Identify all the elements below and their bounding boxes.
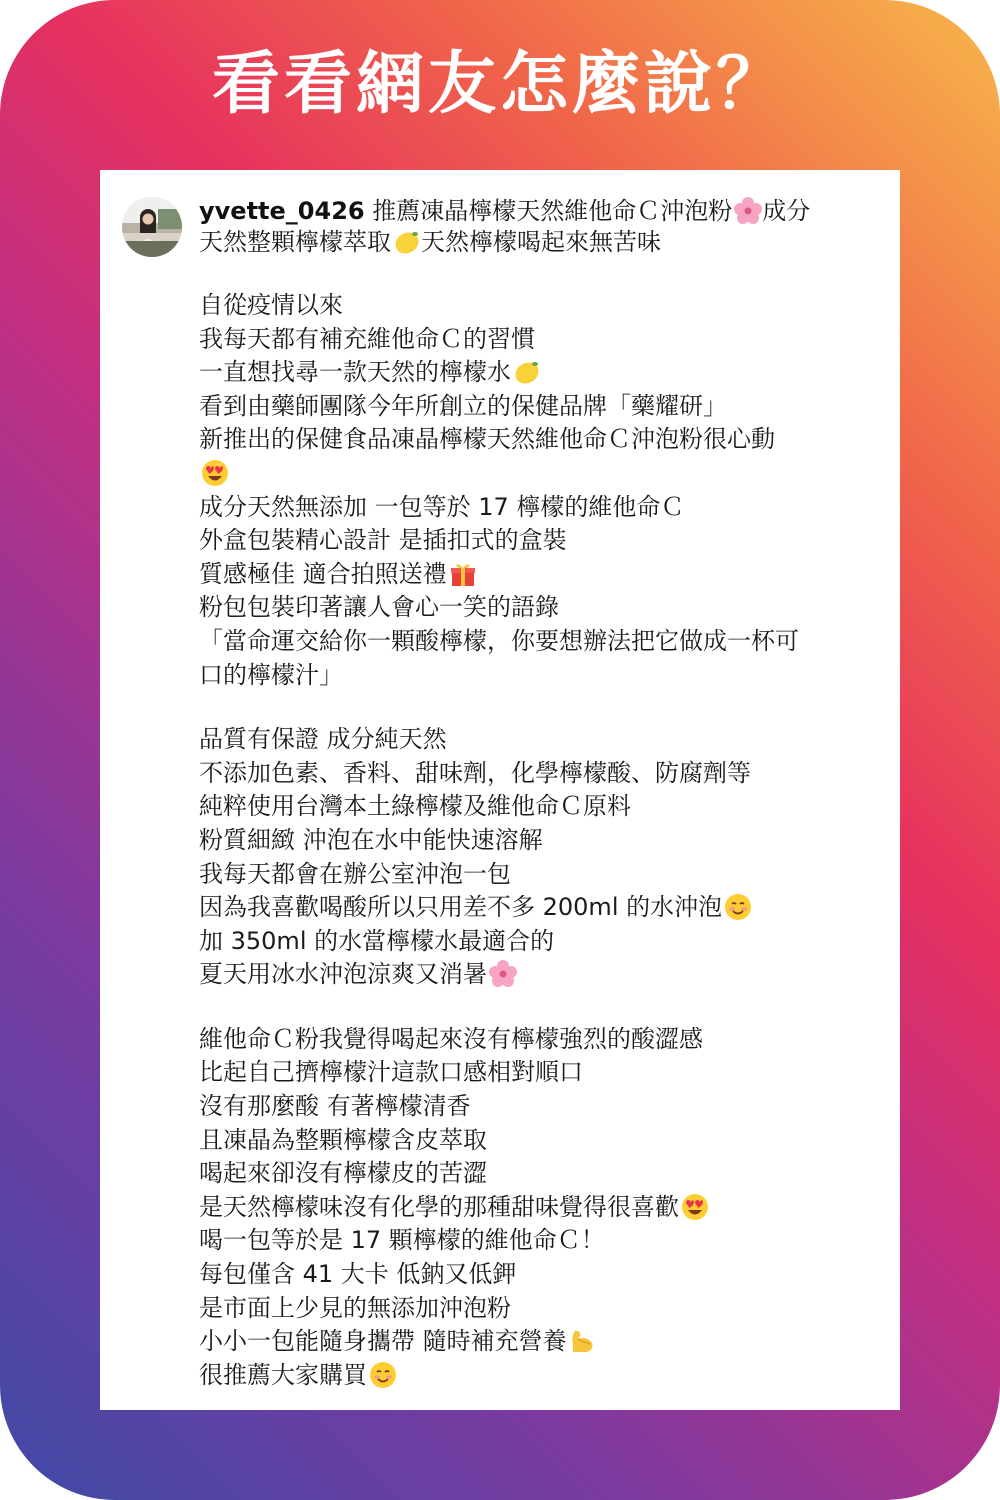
comment-line-text: 成分天然無添加 一包等於 17 檸檬的維他命Ｃ <box>199 492 685 521</box>
comment-line-text: 是市面上少見的無添加沖泡粉 <box>199 1293 511 1322</box>
lemon-icon <box>513 358 541 386</box>
comment-line-text: 小小一包能隨身攜帶 隨時補充營養 <box>199 1327 567 1356</box>
comment-line <box>199 591 879 625</box>
user-avatar-photo-icon <box>122 197 182 257</box>
comment-paragraph <box>199 289 879 692</box>
comment-line-text: 很推薦大家購買 <box>199 1360 367 1389</box>
comment-line <box>199 558 879 592</box>
comment-line <box>199 1292 879 1326</box>
comment-body <box>199 289 879 1392</box>
comment-line <box>199 958 879 992</box>
cherry-blossom-icon <box>734 197 762 225</box>
comment-line <box>199 390 879 424</box>
comment-line <box>199 1359 879 1393</box>
comment-line <box>199 356 879 390</box>
smiling-face-icon <box>369 1361 397 1389</box>
comment-line <box>199 289 879 323</box>
comment-line-text: 粉質細緻 沖泡在水中能快速溶解 <box>199 825 543 854</box>
comment-line-text: 每包僅含 41 大卡 低鈉又低鉀 <box>199 1260 517 1289</box>
comment-line-text: 喝起來卻沒有檸檬皮的苦澀 <box>199 1159 487 1188</box>
comment-line-text: 且凍晶為整顆檸檬含皮萃取 <box>199 1125 487 1154</box>
username-link[interactable]: yvette_0426 <box>199 197 365 225</box>
comment-line <box>199 1157 879 1191</box>
comment-line <box>199 1191 879 1225</box>
comment-line-text: 是天然檸檬味沒有化學的那種甜味覺得很喜歡 <box>199 1192 679 1221</box>
comment-line-text: 品質有保證 成分純天然 <box>199 725 447 754</box>
comment-line <box>199 891 879 925</box>
comment-paragraph <box>199 723 879 992</box>
comment-line-text: 我每天都會在辦公室沖泡一包 <box>199 859 511 888</box>
comment-line <box>199 858 879 892</box>
comment-line <box>199 491 879 525</box>
flexed-biceps-icon <box>569 1327 597 1355</box>
comment-line <box>199 457 879 491</box>
comment-line-text: 外盒包裝精心設計 是插扣式的盒裝 <box>199 526 567 555</box>
comment-card <box>100 170 900 1410</box>
comment-line <box>199 1023 879 1057</box>
comment-line-text: 粉包包裝印著讓人會心一笑的語錄 <box>199 593 559 622</box>
comment-line-text: 看到由藥師團隊今年所創立的保健品牌「藥耀研」 <box>199 391 727 420</box>
comment-line <box>199 723 879 757</box>
comment-line <box>199 1090 879 1124</box>
comment-line-text: 質感極佳 適合拍照送禮 <box>199 559 447 588</box>
comment-line <box>199 757 879 791</box>
caption-line-2 <box>199 227 879 258</box>
cherry-blossom-icon <box>489 960 517 988</box>
comment-paragraph <box>199 1023 879 1393</box>
avatar[interactable] <box>122 197 182 257</box>
caption-text: 天然整顆檸檬萃取 <box>199 228 391 256</box>
caption-text: 天然檸檬喝起來無苦味 <box>421 228 661 256</box>
comment-line <box>199 790 879 824</box>
comment-line-text: 我每天都有補充維他命Ｃ的習慣 <box>199 324 535 353</box>
smiling-face-icon <box>724 893 752 921</box>
comment-line-text: 自從疫情以來 <box>199 291 343 319</box>
comment-line <box>199 824 879 858</box>
comment-line <box>199 423 879 457</box>
comment-line-text: 新推出的保健食品凍晶檸檬天然維他命Ｃ沖泡粉很心動 <box>199 425 775 454</box>
comment-line-text: 喝一包等於是 17 顆檸檬的維他命Ｃ！ <box>199 1226 605 1255</box>
comment-line-text: 因為我喜歡喝酸所以只用差不多 200ml 的水沖泡 <box>199 893 723 922</box>
caption-text: 推薦凍晶檸檬天然維他命Ｃ沖泡粉 <box>364 197 733 225</box>
comment-line-text: 加 350ml 的水當檸檬水最適合的 <box>199 926 555 955</box>
comment-line-text: 一直想找尋一款天然的檸檬水 <box>199 358 511 387</box>
gift-icon <box>449 560 477 588</box>
comment-line-text: 維他命Ｃ粉我覺得喝起來沒有檸檬強烈的酸澀感 <box>199 1024 703 1053</box>
comment-line <box>199 323 879 357</box>
comment-line-text: 口的檸檬汁」 <box>199 660 343 689</box>
comment-line-text: 不添加色素、香料、甜味劑，化學檸檬酸、防腐劑等 <box>199 758 751 787</box>
comment-line <box>199 925 879 959</box>
comment-line <box>199 625 879 659</box>
comment-line-text: 夏天用冰水沖泡涼爽又消暑 <box>199 960 487 989</box>
caption-text: 成分 <box>762 197 811 225</box>
comment-line <box>199 524 879 558</box>
caption-line-1 <box>199 196 879 227</box>
lemon-icon <box>393 228 421 256</box>
comment-line <box>199 659 879 693</box>
heart-eyes-icon <box>681 1193 709 1221</box>
comment-line-text: 「當命運交給你一顆酸檸檬，你要想辦法把它做成一杯可 <box>199 626 799 655</box>
page-title: 看看網友怎麼說？ <box>211 45 788 124</box>
comment-line <box>199 1325 879 1359</box>
comment-line <box>199 1224 879 1258</box>
comment-line <box>199 1124 879 1158</box>
comment-line-text: 純粹使用台灣本土綠檸檬及維他命Ｃ原料 <box>199 792 631 821</box>
comment-line-text: 沒有那麼酸 有著檸檬清香 <box>199 1092 471 1121</box>
comment-line <box>199 1258 879 1292</box>
comment-line <box>199 1056 879 1090</box>
comment-text <box>199 196 879 1392</box>
heart-eyes-icon <box>201 459 229 487</box>
comment-line-text: 比起自己擠檸檬汁這款口感相對順口 <box>199 1058 583 1087</box>
